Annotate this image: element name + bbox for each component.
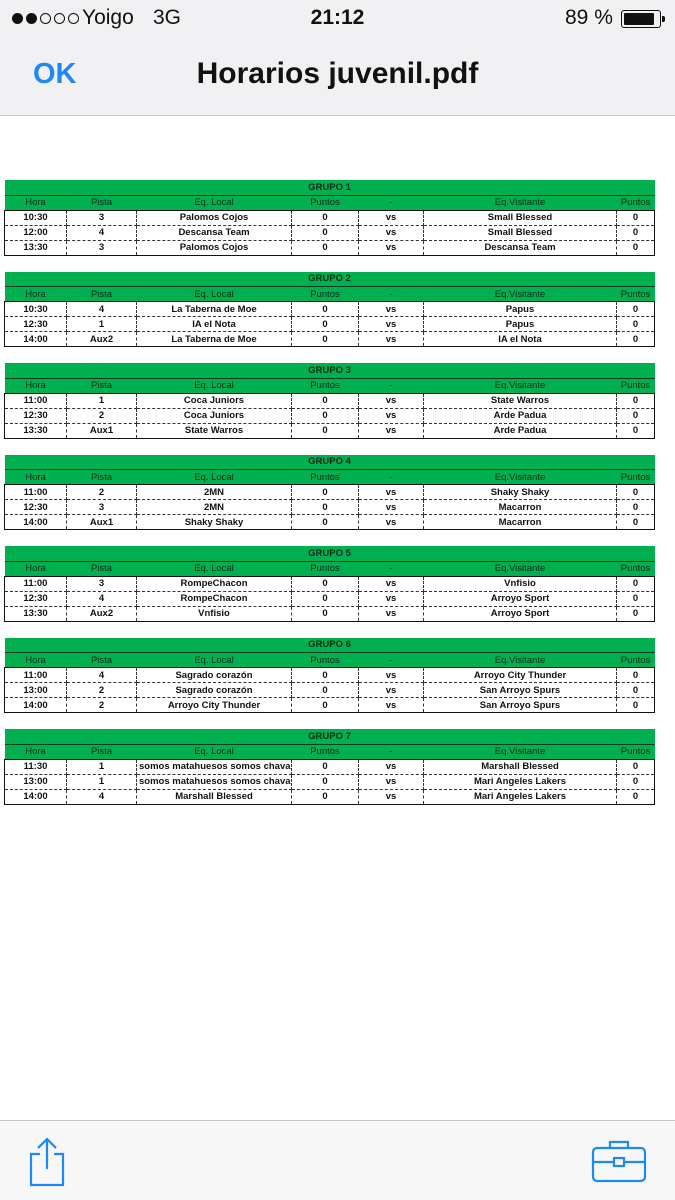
column-header: Hora [5, 287, 67, 302]
cell-puntos-local: 0 [292, 302, 359, 317]
cell-visitante: Shaky Shaky [424, 485, 617, 500]
cell-puntos-local: 0 [292, 332, 359, 347]
cell-hora: 12:30 [5, 500, 67, 515]
group-table [4, 272, 654, 348]
cell-pista: 4 [67, 302, 137, 317]
cell-vs: vs [359, 423, 424, 438]
column-header: Eq.Visitante [424, 378, 617, 393]
group-table [4, 638, 654, 714]
column-header: Puntos [292, 653, 359, 668]
cell-puntos-visitante: 0 [617, 683, 655, 698]
column-header: Puntos [617, 561, 655, 576]
cell-pista: 4 [67, 225, 137, 240]
cell-puntos-local: 0 [292, 423, 359, 438]
column-header: Puntos [617, 470, 655, 485]
cell-visitante: Arroyo Sport [424, 591, 617, 606]
table-row [5, 774, 655, 789]
document-title: Horarios juvenil.pdf [196, 57, 479, 90]
column-header: Pista [67, 287, 137, 302]
cell-hora: 11:00 [5, 485, 67, 500]
group-table [4, 363, 654, 439]
column-header: Eq. Local [137, 470, 292, 485]
table-row [5, 606, 655, 621]
column-header: Eq.Visitante [424, 653, 617, 668]
cell-puntos-local: 0 [292, 485, 359, 500]
group-table [4, 455, 654, 531]
cell-puntos-local: 0 [292, 408, 359, 423]
cell-puntos-local: 0 [292, 210, 359, 225]
cell-local: State Warros [137, 423, 292, 438]
cell-local: Shaky Shaky [137, 515, 292, 530]
cell-local: Vnfisio [137, 606, 292, 621]
cell-local: somos matahuesos somos chava [137, 774, 292, 789]
network-type: 3G [153, 6, 182, 29]
group-title: GRUPO 2 [5, 272, 655, 287]
cell-puntos-local: 0 [292, 576, 359, 591]
cell-local: IA el Nota [137, 317, 292, 332]
cell-visitante: San Arroyo Spurs [424, 698, 617, 713]
column-header: Hora [5, 653, 67, 668]
cell-hora: 14:00 [5, 789, 67, 804]
column-header: Pista [67, 195, 137, 210]
cell-local: Sagrado corazón [137, 668, 292, 683]
cell-puntos-visitante: 0 [617, 393, 655, 408]
cell-visitante: State Warros [424, 393, 617, 408]
cell-local: RompeChacon [137, 591, 292, 606]
column-header: Eq.Visitante [424, 195, 617, 210]
cell-visitante: Small Blessed [424, 210, 617, 225]
column-header: - [359, 195, 424, 210]
cell-puntos-visitante: 0 [617, 225, 655, 240]
cell-hora: 13:00 [5, 774, 67, 789]
cell-puntos-visitante: 0 [617, 591, 655, 606]
cell-puntos-local: 0 [292, 606, 359, 621]
cell-puntos-local: 0 [292, 668, 359, 683]
cell-vs: vs [359, 302, 424, 317]
column-header: Eq. Local [137, 744, 292, 759]
pdf-document[interactable] [4, 180, 654, 821]
cell-visitante: Papus [424, 302, 617, 317]
table-row [5, 668, 655, 683]
cell-vs: vs [359, 393, 424, 408]
column-header: Eq. Local [137, 287, 292, 302]
group-table [4, 180, 654, 256]
table-row [5, 485, 655, 500]
cell-hora: 10:30 [5, 302, 67, 317]
cell-pista: 2 [67, 408, 137, 423]
cell-local: Sagrado corazón [137, 683, 292, 698]
cell-hora: 14:00 [5, 332, 67, 347]
cell-puntos-visitante: 0 [617, 789, 655, 804]
cell-pista: 2 [67, 683, 137, 698]
cell-pista: 4 [67, 789, 137, 804]
cell-pista: Aux1 [67, 515, 137, 530]
column-header: Puntos [292, 378, 359, 393]
table-row [5, 393, 655, 408]
cell-puntos-visitante: 0 [617, 668, 655, 683]
cell-visitante: Marshall Blessed [424, 759, 617, 774]
table-row [5, 225, 655, 240]
cell-pista: Aux2 [67, 606, 137, 621]
cell-pista: 1 [67, 317, 137, 332]
column-header: Puntos [617, 287, 655, 302]
cell-vs: vs [359, 408, 424, 423]
cell-puntos-local: 0 [292, 500, 359, 515]
cell-pista: 3 [67, 210, 137, 225]
cell-puntos-local: 0 [292, 591, 359, 606]
group-title: GRUPO 4 [5, 455, 655, 470]
column-header: Puntos [617, 378, 655, 393]
cell-pista: 3 [67, 500, 137, 515]
cell-local: RompeChacon [137, 576, 292, 591]
battery-icon [621, 10, 661, 28]
cell-vs: vs [359, 591, 424, 606]
table-row [5, 302, 655, 317]
table-row [5, 500, 655, 515]
cell-vs: vs [359, 774, 424, 789]
cell-hora: 13:30 [5, 606, 67, 621]
column-header: Puntos [292, 195, 359, 210]
cell-puntos-visitante: 0 [617, 759, 655, 774]
column-header: Hora [5, 470, 67, 485]
column-header: Hora [5, 378, 67, 393]
column-header: Pista [67, 744, 137, 759]
toolbox-icon[interactable] [590, 1138, 648, 1184]
cell-vs: vs [359, 485, 424, 500]
table-row [5, 423, 655, 438]
cell-puntos-local: 0 [292, 774, 359, 789]
column-header: Eq.Visitante [424, 561, 617, 576]
column-header: Eq. Local [137, 378, 292, 393]
cell-puntos-visitante: 0 [617, 423, 655, 438]
cell-puntos-visitante: 0 [617, 576, 655, 591]
cell-puntos-visitante: 0 [617, 500, 655, 515]
cell-local: La Taberna de Moe [137, 332, 292, 347]
column-header: Hora [5, 744, 67, 759]
cell-hora: 10:30 [5, 210, 67, 225]
cell-hora: 11:00 [5, 576, 67, 591]
status-time: 21:12 [310, 6, 365, 29]
cell-vs: vs [359, 698, 424, 713]
cell-puntos-local: 0 [292, 698, 359, 713]
cell-local: 2MN [137, 485, 292, 500]
column-header: Eq. Local [137, 561, 292, 576]
cell-local: 2MN [137, 500, 292, 515]
cell-pista: 1 [67, 759, 137, 774]
table-row [5, 576, 655, 591]
cell-pista: Aux2 [67, 332, 137, 347]
group-title: GRUPO 5 [5, 546, 655, 561]
column-header: - [359, 744, 424, 759]
cell-local: Arroyo City Thunder [137, 698, 292, 713]
cell-puntos-local: 0 [292, 683, 359, 698]
cell-vs: vs [359, 210, 424, 225]
table-row [5, 408, 655, 423]
column-header: Puntos [292, 561, 359, 576]
cell-puntos-local: 0 [292, 225, 359, 240]
column-header: - [359, 287, 424, 302]
column-header: - [359, 653, 424, 668]
cell-pista: 4 [67, 668, 137, 683]
group-title: GRUPO 7 [5, 729, 655, 744]
cell-visitante: Macarron [424, 515, 617, 530]
column-header: Pista [67, 561, 137, 576]
column-header: Eq.Visitante [424, 470, 617, 485]
cell-puntos-local: 0 [292, 393, 359, 408]
group-title: GRUPO 3 [5, 363, 655, 378]
cell-local: Coca Juniors [137, 408, 292, 423]
cell-vs: vs [359, 789, 424, 804]
cell-local: Palomos Cojos [137, 210, 292, 225]
cell-visitante: Mari Angeles Lakers [424, 774, 617, 789]
cell-hora: 14:00 [5, 698, 67, 713]
cell-vs: vs [359, 317, 424, 332]
cell-visitante: Descansa Team [424, 240, 617, 255]
table-row [5, 317, 655, 332]
column-header: Eq.Visitante [424, 744, 617, 759]
cell-hora: 12:30 [5, 408, 67, 423]
cell-puntos-visitante: 0 [617, 774, 655, 789]
cell-local: Coca Juniors [137, 393, 292, 408]
table-row [5, 698, 655, 713]
column-header: Eq.Visitante [424, 287, 617, 302]
column-header: Puntos [292, 287, 359, 302]
cell-puntos-visitante: 0 [617, 698, 655, 713]
column-header: Hora [5, 561, 67, 576]
cell-vs: vs [359, 332, 424, 347]
cell-vs: vs [359, 759, 424, 774]
column-header: Pista [67, 470, 137, 485]
cell-visitante: San Arroyo Spurs [424, 683, 617, 698]
cell-pista: 3 [67, 576, 137, 591]
cell-puntos-visitante: 0 [617, 332, 655, 347]
cell-local: somos matahuesos somos chava [137, 759, 292, 774]
cell-pista: Aux1 [67, 423, 137, 438]
share-icon[interactable] [28, 1136, 66, 1188]
column-header: Puntos [617, 744, 655, 759]
column-header: - [359, 561, 424, 576]
cell-local: Palomos Cojos [137, 240, 292, 255]
cell-pista: 2 [67, 698, 137, 713]
ok-button[interactable]: OK [33, 58, 77, 90]
cell-puntos-visitante: 0 [617, 485, 655, 500]
column-header: - [359, 378, 424, 393]
cell-puntos-visitante: 0 [617, 210, 655, 225]
cell-vs: vs [359, 225, 424, 240]
cell-visitante: Macarron [424, 500, 617, 515]
cell-hora: 14:00 [5, 515, 67, 530]
cell-hora: 13:00 [5, 683, 67, 698]
cell-puntos-visitante: 0 [617, 515, 655, 530]
cell-visitante: Small Blessed [424, 225, 617, 240]
top-bar [0, 0, 675, 116]
cell-hora: 11:00 [5, 393, 67, 408]
table-row [5, 683, 655, 698]
column-header: Eq. Local [137, 653, 292, 668]
cell-visitante: Arde Padua [424, 423, 617, 438]
group-table [4, 729, 654, 805]
cell-vs: vs [359, 515, 424, 530]
column-header: Pista [67, 378, 137, 393]
cell-hora: 12:00 [5, 225, 67, 240]
group-title: GRUPO 1 [5, 180, 655, 195]
cell-puntos-local: 0 [292, 515, 359, 530]
cell-visitante: Arroyo City Thunder [424, 668, 617, 683]
cell-puntos-local: 0 [292, 317, 359, 332]
column-header: Hora [5, 195, 67, 210]
table-row [5, 591, 655, 606]
cell-visitante: Papus [424, 317, 617, 332]
table-row [5, 210, 655, 225]
cell-vs: vs [359, 240, 424, 255]
battery-percentage: 89 % [565, 6, 613, 29]
cell-puntos-visitante: 0 [617, 606, 655, 621]
group-title: GRUPO 6 [5, 638, 655, 653]
cell-visitante: Arroyo Sport [424, 606, 617, 621]
group-table [4, 546, 654, 622]
cell-vs: vs [359, 500, 424, 515]
cell-vs: vs [359, 683, 424, 698]
cell-hora: 12:30 [5, 591, 67, 606]
cell-visitante: Vnfisio [424, 576, 617, 591]
cell-pista: 4 [67, 591, 137, 606]
cell-pista: 1 [67, 774, 137, 789]
column-header: - [359, 470, 424, 485]
column-header: Eq. Local [137, 195, 292, 210]
cell-puntos-visitante: 0 [617, 317, 655, 332]
cell-hora: 11:30 [5, 759, 67, 774]
cell-puntos-visitante: 0 [617, 408, 655, 423]
cell-puntos-local: 0 [292, 240, 359, 255]
cell-puntos-visitante: 0 [617, 302, 655, 317]
cell-local: Marshall Blessed [137, 789, 292, 804]
table-row [5, 332, 655, 347]
column-header: Puntos [617, 653, 655, 668]
column-header: Puntos [292, 744, 359, 759]
cell-hora: 13:30 [5, 240, 67, 255]
cell-visitante: Arde Padua [424, 408, 617, 423]
carrier-name: Yoigo [82, 6, 134, 29]
cell-vs: vs [359, 606, 424, 621]
cell-pista: 3 [67, 240, 137, 255]
status-bar [0, 0, 675, 38]
cell-hora: 12:30 [5, 317, 67, 332]
cell-pista: 1 [67, 393, 137, 408]
cell-hora: 11:00 [5, 668, 67, 683]
cell-visitante: IA el Nota [424, 332, 617, 347]
column-header: Puntos [292, 470, 359, 485]
cell-local: La Taberna de Moe [137, 302, 292, 317]
table-row [5, 515, 655, 530]
cell-vs: vs [359, 576, 424, 591]
cell-hora: 13:30 [5, 423, 67, 438]
table-row [5, 240, 655, 255]
column-header: Puntos [617, 195, 655, 210]
table-row [5, 759, 655, 774]
cell-puntos-local: 0 [292, 759, 359, 774]
cell-pista: 2 [67, 485, 137, 500]
cell-vs: vs [359, 668, 424, 683]
cell-puntos-local: 0 [292, 789, 359, 804]
cell-puntos-visitante: 0 [617, 240, 655, 255]
column-header: Pista [67, 653, 137, 668]
table-row [5, 789, 655, 804]
cell-local: Descansa Team [137, 225, 292, 240]
cell-visitante: Mari Angeles Lakers [424, 789, 617, 804]
bottom-toolbar [0, 1120, 675, 1200]
